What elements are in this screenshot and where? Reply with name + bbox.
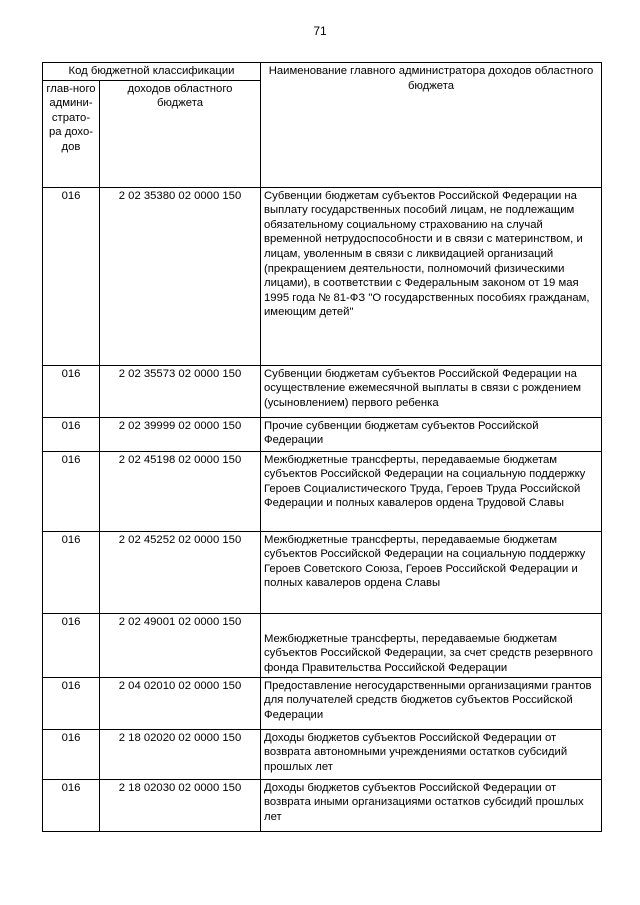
revenue-name-cell: Субвенции бюджетам субъектов Российской Федерации на осуществление ежемесячной выплаты в связи с рождением (усыновлением) первого ребенка	[261, 365, 602, 417]
revenue-name-cell: Межбюджетные трансферты, передаваемые бюджетам субъектов Российской Федерации на социальную поддержку Героев Социалистического Труда, Героев Труда Российской Федерации и полных кавалеров ордена Трудовой Славы	[261, 451, 602, 531]
budget-code-cell: 2 02 35380 02 0000 150	[100, 187, 261, 365]
admin-code-cell: 016	[43, 365, 100, 417]
table-row	[43, 417, 602, 451]
table-row	[43, 779, 602, 831]
table-row	[43, 451, 602, 531]
admin-code-cell: 016	[43, 451, 100, 531]
header-budget-classification-code: Код бюджетной классификации	[43, 63, 261, 81]
admin-code-cell: 016	[43, 729, 100, 779]
budget-code-cell: 2 18 02020 02 0000 150	[100, 729, 261, 779]
table-row	[43, 187, 602, 365]
budget-code-cell: 2 04 02010 02 0000 150	[100, 677, 261, 729]
revenue-name-cell: Доходы бюджетов субъектов Российской Федерации от возврата автономными учреждениями остатков субсидий прошлых лет	[261, 729, 602, 779]
table-row	[43, 365, 602, 417]
admin-code-cell: 016	[43, 779, 100, 831]
budget-code-cell: 2 02 39999 02 0000 150	[100, 417, 261, 451]
admin-code-cell: 016	[43, 417, 100, 451]
header-administrator-name: Наименование главного администратора доходов областного бюджета	[261, 63, 602, 188]
revenue-name-cell: Межбюджетные трансферты, передаваемые бюджетам субъектов Российской Федерации на социальную поддержку Героев Советского Союза, Героев Российской Федерации и полных кавалеров ордена Славы	[261, 531, 602, 613]
revenue-name-cell: Доходы бюджетов субъектов Российской Федерации от возврата иными организациями остатков субсидий прошлых лет	[261, 779, 602, 831]
budget-code-cell: 2 02 35573 02 0000 150	[100, 365, 261, 417]
admin-code-cell: 016	[43, 613, 100, 677]
revenue-name-text: Межбюджетные трансферты, передаваемые бюджетам субъектов Российской Федерации, за счет средств резервного фонда Правительства Российской Федерации	[264, 632, 593, 674]
revenue-name-cell	[261, 613, 602, 677]
table-row	[43, 613, 602, 677]
page-number: 71	[313, 24, 327, 38]
admin-code-cell: 016	[43, 677, 100, 729]
budget-code-cell: 2 02 45252 02 0000 150	[100, 531, 261, 613]
revenue-name-cell: Прочие субвенции бюджетам субъектов Российской Федерации	[261, 417, 602, 451]
table-row	[43, 531, 602, 613]
admin-code-cell: 016	[43, 531, 100, 613]
revenue-name-cell: Предоставление негосударственными организациями грантов для получателей средств бюджетов субъектов Российской Федерации	[261, 677, 602, 729]
admin-code-cell: 016	[43, 187, 100, 365]
table-row	[43, 729, 602, 779]
budget-code-cell: 2 02 45198 02 0000 150	[100, 451, 261, 531]
header-regional-budget-revenue: доходов областного бюджета	[100, 80, 261, 187]
budget-code-cell: 2 18 02030 02 0000 150	[100, 779, 261, 831]
header-main-administrator: глав-ного админи-страто-ра дохо-дов	[43, 80, 100, 187]
budget-classification-table	[42, 62, 602, 832]
table-row	[43, 677, 602, 729]
revenue-name-cell: Субвенции бюджетам субъектов Российской Федерации на выплату государственных пособий лицам, не подлежащим обязательному социальному страхованию на случай временной нетрудоспособности и в связи с материнством, и лицам, уволенным в связи с ликвидацией организаций (прекращением деятельности, полномочий физическими лицами), в соответствии с Федеральным законом от 19 мая 1995 года № 81-ФЗ "О государственных пособиях гражданам, имеющим детей"	[261, 187, 602, 365]
budget-code-cell: 2 02 49001 02 0000 150	[100, 613, 261, 677]
table-header-group-row	[43, 63, 602, 81]
